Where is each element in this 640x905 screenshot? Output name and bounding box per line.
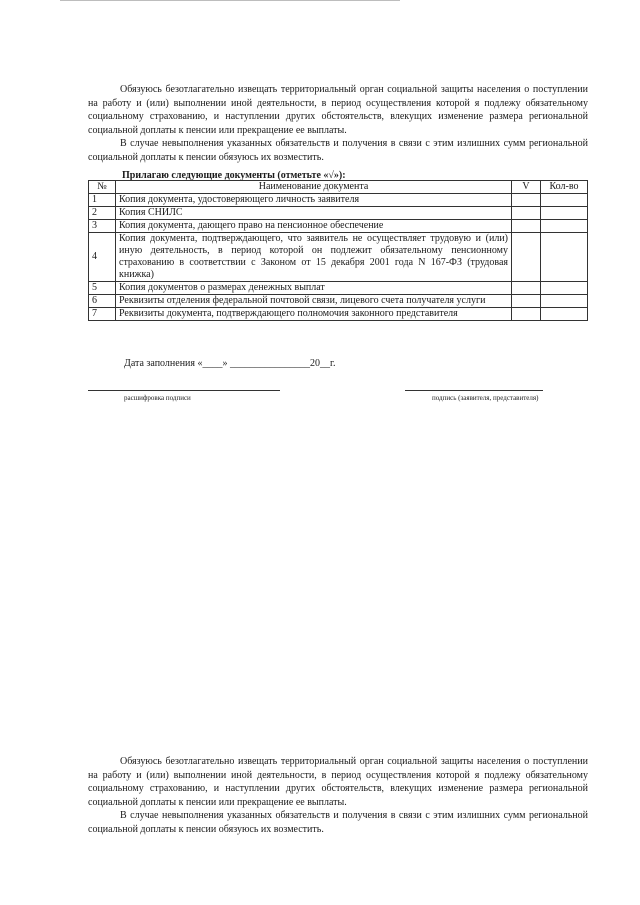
- table-row: [89, 220, 588, 233]
- column-header-check: V: [512, 181, 541, 194]
- table-header-row: [89, 181, 588, 194]
- table-row: [89, 308, 588, 321]
- row-document-name: Копия СНИЛС: [116, 207, 512, 220]
- row-check-cell[interactable]: [512, 220, 541, 233]
- obligation-paragraph-1: Обязуюсь безотлагательно извещать территориальный орган социальной защиты населения о поступлении на работу и (или) выполнении иной деятельности, в период осуществления которой я подлежу обязательному социальному страхованию, и наступлении других обстоятельств, влекущих изменение размера региональной социальной доплаты к пенсии или прекращение ее выплаты.: [88, 84, 588, 136]
- row-document-name: Реквизиты документа, подтверждающего полномочия законного представителя: [116, 308, 512, 321]
- row-number: 2: [89, 207, 116, 220]
- row-check-cell[interactable]: [512, 233, 541, 282]
- row-quantity-cell[interactable]: [541, 220, 588, 233]
- fill-date-line[interactable]: Дата заполнения «____» ________________20__г.: [124, 358, 336, 369]
- row-number: 6: [89, 295, 116, 308]
- table-row: [89, 207, 588, 220]
- table-row: [89, 282, 588, 295]
- row-quantity-cell[interactable]: [541, 308, 588, 321]
- row-document-name: Копия документа, удостоверяющего личность заявителя: [116, 194, 512, 207]
- obligation-text-bottom: [88, 755, 588, 837]
- table-row: [89, 194, 588, 207]
- row-number: 5: [89, 282, 116, 295]
- row-check-cell[interactable]: [512, 207, 541, 220]
- row-document-name: Реквизиты отделения федеральной почтовой связи, лицевого счета получателя услуги: [116, 295, 512, 308]
- documents-heading: Прилагаю следующие документы (отметьте «√»):: [122, 170, 346, 181]
- row-quantity-cell[interactable]: [541, 207, 588, 220]
- row-document-name: Копия документа, подтверждающего, что заявитель не осуществляет трудовую и (или) иную деятельность, в период которой он подлежит обязательному пенсионному страхованию в соответствии с Законом от 15 декабря 2001 года N 167-ФЗ (трудовая книжка): [116, 233, 512, 282]
- signature-caption: подпись (заявителя, представителя): [432, 394, 539, 402]
- row-number: 4: [89, 233, 116, 282]
- signature-decoding-line[interactable]: [88, 390, 280, 391]
- column-header-name: Наименование документа: [116, 181, 512, 194]
- row-document-name: Копия документов о размерах денежных выплат: [116, 282, 512, 295]
- signature-line[interactable]: [405, 390, 543, 391]
- row-check-cell[interactable]: [512, 295, 541, 308]
- obligation-paragraph-1: Обязуюсь безотлагательно извещать территориальный орган социальной защиты населения о поступлении на работу и (или) выполнении иной деятельности, в период осуществления которой я подлежу обязательному социальному страхованию, и наступлении других обстоятельств, влекущих изменение размера региональной социальной доплаты к пенсии или прекращение ее выплаты.: [88, 756, 588, 808]
- table-row: [89, 233, 588, 282]
- documents-table: [88, 180, 588, 321]
- row-check-cell[interactable]: [512, 282, 541, 295]
- signature-decoding-caption: расшифровка подписи: [124, 394, 191, 402]
- row-check-cell[interactable]: [512, 308, 541, 321]
- table-row: [89, 295, 588, 308]
- column-header-quantity: Кол-во: [541, 181, 588, 194]
- top-edge-rule: [60, 0, 400, 1]
- obligation-text-top: [88, 83, 588, 165]
- row-check-cell[interactable]: [512, 194, 541, 207]
- row-quantity-cell[interactable]: [541, 233, 588, 282]
- row-document-name: Копия документа, дающего право на пенсионное обеспечение: [116, 220, 512, 233]
- row-number: 7: [89, 308, 116, 321]
- row-number: 1: [89, 194, 116, 207]
- obligation-paragraph-2: В случае невыполнения указанных обязательств и получения в связи с этим излишних сумм региональной социальной доплаты к пенсии обязуюсь их возместить.: [88, 138, 588, 163]
- obligation-paragraph-2: В случае невыполнения указанных обязательств и получения в связи с этим излишних сумм региональной социальной доплаты к пенсии обязуюсь их возместить.: [88, 810, 588, 835]
- column-header-number: №: [89, 181, 116, 194]
- row-quantity-cell[interactable]: [541, 295, 588, 308]
- row-number: 3: [89, 220, 116, 233]
- row-quantity-cell[interactable]: [541, 282, 588, 295]
- row-quantity-cell[interactable]: [541, 194, 588, 207]
